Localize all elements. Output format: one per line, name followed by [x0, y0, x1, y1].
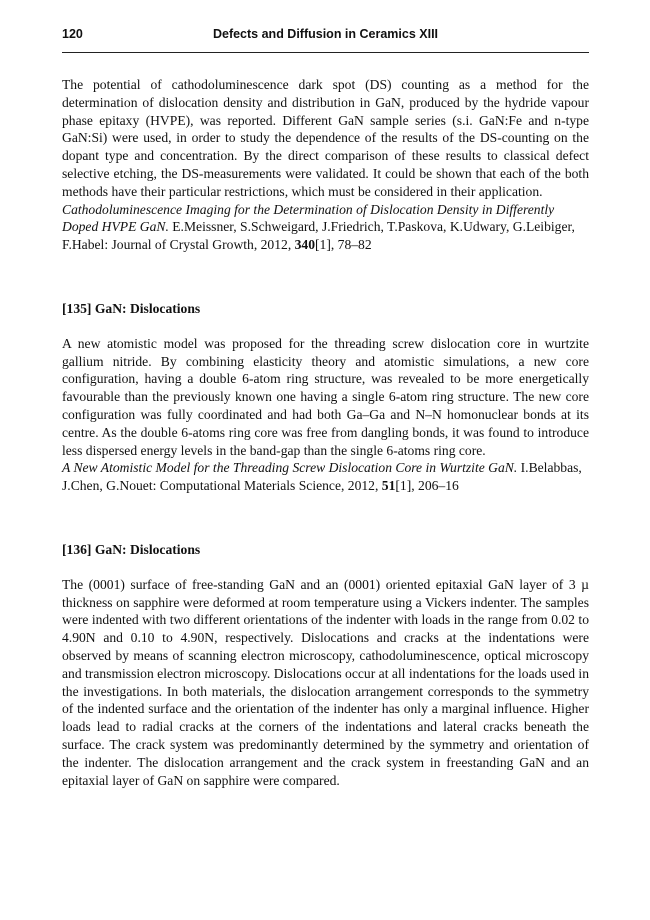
abstract-paragraph: The potential of cathodoluminescence dark spot (DS) counting as a method for the determination of dislocation density and distribution in GaN, produced by the hydride vapour phase epitaxy (HVPE), was reported. Different GaN sample series (s.i. GaN:Fe and n-type GaN:Si) were used, in order to study the dependence of the results of the DS-counting on the dopant type and concentration. By the direct comparison of these results to classical defect selective etching, the DS-measurements were validated. It could be shown that each of the both methods have their particular restrictions, which must be considered in their application. [62, 77, 589, 199]
running-title: Defects and Diffusion in Ceramics XIII [212, 27, 439, 41]
abstract-paragraph: A new atomistic model was proposed for the threading screw dislocation core in wurtzite gallium nitride. By combining elasticity theory and atomistic simulations, a new core configuration, having a double 6-atom ring structure, was revealed to be more energetically favourable than the previously known one having a single 6-atom ring structure. The new core configuration was fully coordinated and had both Ga–Ga and N–N homonuclear bonds at its centre. As the double 6-atoms ring core was free from dangling bonds, it was found to introduce less dispersed energy levels in the band-gap than the single 6-atoms ring core. [62, 335, 589, 458]
page-header [62, 24, 589, 53]
section-heading: [136] GaN: Dislocations [62, 541, 201, 557]
citation-title: Cathodoluminescence Imaging for the Determination of Dislocation Density in Differently Doped HVPE GaN. [62, 201, 555, 235]
citation-issue-pages: [1], 206–16 [395, 478, 459, 494]
section-heading: [135] GaN: Dislocations [62, 300, 201, 316]
citation-title: A New Atomistic Model for the Threading Screw Dislocation Core in Wurtzite GaN. [62, 460, 518, 476]
abstract-paragraph: The (0001) surface of free-standing GaN and an (0001) oriented epitaxial GaN layer of 3 µ thickness on sapphire were deformed at room temperature using a Vickers indenter. The samples were indented with two different orientations of the indenter with loads in the range from 0.02 to 4.90N and 0.10 to 4.90N, respectively. Dislocations and cracks at the indentations were observed by means of scanning electron microscopy, cathodoluminescence, optical microscopy and transmission electron microscopy. Dislocations occur at all indentations for the loads used in the investigations. In both materials, the dislocation arrangement corresponds to the symmetry of the indented surface and the orientation of the indenter has only a marginal influence. Higher loads lead to radial cracks at the corners of the indentations and lateral cracks beneath the surface. The crack system was predominantly determined by the symmetry and orientation of the indenter. The dislocation arrangement and the crack system in freestanding GaN and an epitaxial layer of GaN on sapphire were compared. [62, 576, 589, 788]
citation-authors-journal: I.Belabbas, J.Chen, G.Nouet: Computational Materials Science, 2012, [62, 460, 582, 494]
entry-136 [62, 541, 589, 789]
page-body [62, 76, 589, 789]
citation-volume: 51 [381, 478, 396, 494]
entry-135 [62, 300, 589, 495]
citation [62, 459, 589, 495]
page-number: 120 [62, 27, 83, 41]
citation-issue-pages: [1], 78–82 [315, 237, 372, 253]
citation [62, 201, 589, 254]
entry-134 [62, 76, 589, 254]
citation-authors-journal: E.Meissner, S.Schweigard, J.Friedrich, T.Paskova, K.Udwary, G.Leibiger, F.Habel: Journal of Crystal Growth, 2012, [62, 219, 575, 253]
citation-volume: 340 [294, 237, 316, 253]
